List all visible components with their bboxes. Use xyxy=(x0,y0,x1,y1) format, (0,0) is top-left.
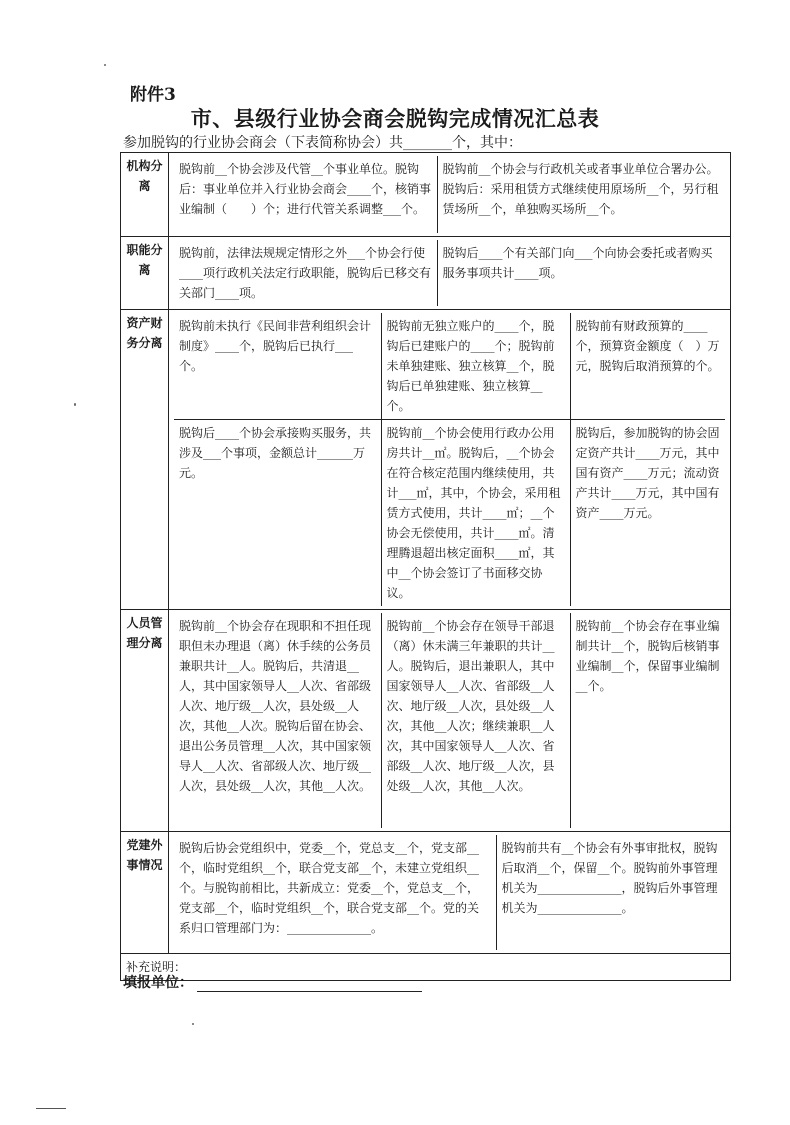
asset-r1-cell-3: 脱钩前有财政预算的____个，预算资金额度（ ）万元，脱钩后取消预算的个。 xyxy=(575,319,720,373)
label-org: 机构分离 xyxy=(121,153,169,237)
supplement-label: 补充说明： xyxy=(121,954,731,981)
scan-speck xyxy=(192,1023,194,1025)
scan-speck xyxy=(74,403,76,406)
row-party xyxy=(121,832,731,954)
footer-fill-line xyxy=(197,977,422,992)
summary-table xyxy=(120,152,731,981)
party-cell-1: 脱钩后协会党组织中，党委__个，党总支__个，党支部__个，临时党组织__个，联合党支部__个，未建立党组织__个。与脱钩前相比，共新成立：党委__个，党总支__个，党支部__个，临时党组织__个，联合党支部__个。党的关系归口管理部门为：______________。 xyxy=(174,835,496,950)
label-party: 党建外事情况 xyxy=(121,832,169,954)
page-title: 市、县级行业协会商会脱钩完成情况汇总表 xyxy=(190,106,600,131)
org-cell-1: 脱钩前__个协会涉及代管__个事业单位。脱钩后：事业单位并入行业协会商会____个，核销事业编制（ ）个；进行代管关系调整___个。 xyxy=(174,156,437,233)
row-asset xyxy=(121,310,731,610)
label-hr: 人员管理分离 xyxy=(121,610,169,832)
asset-r1-cell-1: 脱钩前未执行《民间非营利组织会计制度》____个，脱钩后已执行___个。 xyxy=(174,313,381,420)
func-cell-1: 脱钩前，法律法规规定情形之外___个协会行使____项行政机关法定行政职能，脱钩后已移交有关部门____项。 xyxy=(174,240,437,306)
footer-label: 填报单位： xyxy=(123,975,193,991)
asset-r2-cell-3: 脱钩后，参加脱钩的协会固定资产共计____万元，其中国有资产____万元；流动资产共计____万元，其中国有资产____万元。 xyxy=(570,420,725,607)
annex-label: 附件3 xyxy=(130,85,176,105)
row-hr xyxy=(121,610,731,832)
hr-cell-3: 脱钩前__个协会存在事业编制共计__个，脱钩后核销事业编制__个，保留事业编制__个。 xyxy=(575,619,720,693)
asset-r2-cell-1: 脱钩后____个协会承接购买服务，共涉及___个事项，金额总计______万元。 xyxy=(174,420,381,607)
party-cell-2: 脱钩前共有__个协会有外事审批权，脱钩后取消__个，保留__个。脱钩前外事管理机关为______________，脱钩后外事管理机关为______________。 xyxy=(501,841,718,915)
label-asset: 资产财务分离 xyxy=(121,310,169,610)
row-org xyxy=(121,153,731,237)
asset-r2-cell-2: 脱钩前__个协会使用行政办公用房共计__㎡。脱钩后，__个协会在符合核定范围内继续使用，共计___㎡，其中，个协会，采用租赁方式使用，共计____㎡；__个协会无偿使用，共计____㎡。清理腾退超出核定面积____㎡，其中__个协会签订了书面移交协议。 xyxy=(381,420,570,607)
hr-cell-1: 脱钩前__个协会存在现职和不担任现职但未办理退（离）休手续的公务员兼职共计__人。脱钩后，共清退__人，其中国家领导人__人次、省部级人次、地厅级__人次，县处级__人次，其他__人次。脱钩后留在协会、退出公务员管理__人次，其中国家领导人__人次、省部级人次、地厅级__人次，县处级__人次，其他__人次。 xyxy=(174,613,381,828)
scan-speck xyxy=(104,64,106,66)
intro-text: 参加脱钩的行业协会商会（下表简称协会）共_______个，其中： xyxy=(123,135,522,151)
row-func xyxy=(121,237,731,310)
scan-mark xyxy=(36,1108,66,1109)
label-func: 职能分离 xyxy=(121,237,169,310)
asset-r1-cell-2: 脱钩前无独立账户的____个，脱钩后已建账户的____个；脱钩前未单独建账、独立核算__个，脱钩后已单独建账、独立核算__个。 xyxy=(381,313,570,420)
func-cell-2: 脱钩后____个有关部门向___个向协会委托或者购买服务事项共计____项。 xyxy=(442,246,713,280)
hr-cell-2: 脱钩前__个协会存在领导干部退（离）休未满三年兼职的共计__人。脱钩后，退出兼职人，其中国家领导人__人次、省部级__人次、地厅级__人次，县处级__人次，其他__人次；继续兼职__人次，其中国家领导人__人次、省部级__人次、地厅级__人次，县处级__人次，其他__人次。 xyxy=(381,613,570,828)
org-cell-2: 脱钩前__个协会与行政机关或者事业单位合署办公。脱钩后：采用租赁方式继续使用原场所__个，另行租赁场所__个，单独购买场所__个。 xyxy=(442,162,719,216)
footer xyxy=(123,972,422,992)
